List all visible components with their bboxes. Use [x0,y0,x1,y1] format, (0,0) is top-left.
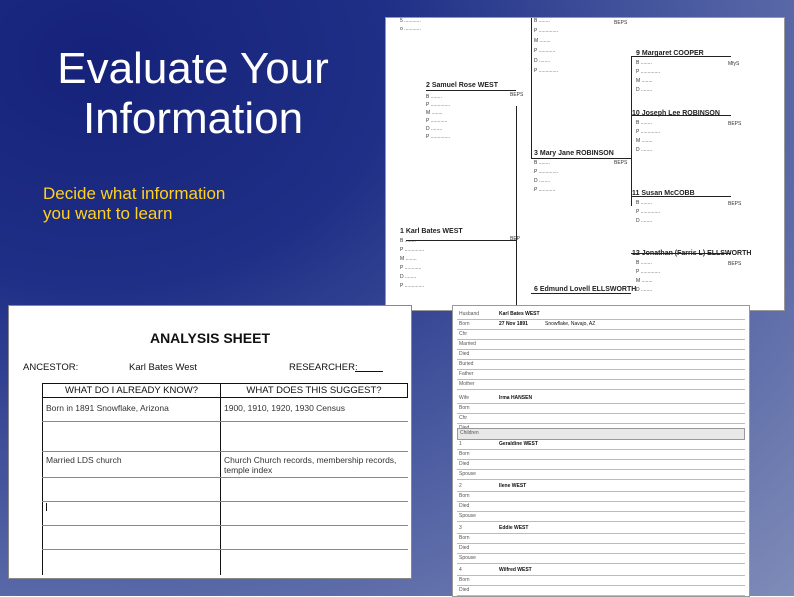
ped-code: BEPS [614,160,628,166]
text-cursor [46,503,47,511]
ped-code: BEPS [728,121,742,127]
ancestor-value: Karl Bates West [129,362,197,373]
ped-num-6: 6 [534,286,538,293]
ped-name-10: Joseph Lee ROBINSON [641,110,720,117]
ped-name-6: Edmund Lovell ELLSWORTH [539,286,637,293]
ped-name-11: Susan McCOBB [641,190,695,197]
family-group-sheet-image: Husband Karl Bates WEST Born 27 Nov 1891 Snowflake, Navajo, AZ Chr Married Died Buried Father Mother Wife Irma HANSEN Born Chr Children 1 Geraldine WEST Born Died Spouse 2 Ilene WEST Born Died Spouse 3 Eddie WEST Born Died Spouse 4 Wilfred WEST Born Died [452,305,750,597]
ped-code: BEPS [728,261,742,267]
row-suggest: Church Church records, membership records, temple index [224,455,397,475]
row-know: Married LDS church [46,455,122,465]
ped-num-11: 11 [632,190,640,197]
fgs-child-name: Ilene WEST [499,483,527,489]
pedigree-chart-image: 5 ............ o ............ 2 Samuel Rose WEST 3 Mary Jane ROBINSON 1 Karl Bates WEST 6 Edmund Lovell ELLSWORTH 9 Margaret COOPER 10 Joseph Lee ROBINSON 11 Susan McCOBB 12 Jonathan (Farris L) ELLSWORTH BEPS BEPS BEPS BEP MfyS BEPS BEPS BEPS B ........ P .............. M ........ P ............ D ........ P .............. B ........ P .............. M ........ P ............ D ........ P .............. B ........ P .............. D ........ P ............ B ........ P .............. M ........ P ............ D ........ P .............. B ........ P .............. M ........ D ........ B ........ P .............. M ........ D ........ B ........ P .............. D ........ B ........ P .............. M ........ D ........ [385,17,785,311]
ped-num-1: 1 [400,228,404,235]
slide-subtitle-line2: you want to learn [43,204,173,223]
col1-header: WHAT DO I ALREADY KNOW? [42,383,221,398]
ped-code: BEPS [614,20,628,26]
fgs-wife: Irma HANSEN [499,395,533,401]
fgs-child-num: 2 [459,483,462,489]
analysis-title: ANALYSIS SHEET [149,330,271,346]
ped-num-2: 2 [426,82,430,89]
row-suggest: 1900, 1910, 1920, 1930 Census [224,403,345,413]
ped-name-9: Margaret COOPER [641,50,704,57]
fgs-born: 27 Nov 1891 [499,321,528,327]
researcher-blank-line [355,371,383,372]
ped-code: BEP [510,236,521,242]
fgs-children-label: Children [460,430,479,436]
fgs-child-name: Geraldine WEST [499,441,538,447]
slide-title-line2: Information [82,94,304,143]
fgs-child-num: 4 [459,567,462,573]
ancestor-label: ANCESTOR: [23,362,79,373]
slide-subtitle-line1: Decide what information [43,184,226,203]
ped-name-2: Samuel Rose WEST [431,82,498,89]
slide-title [28,44,358,144]
fgs-wife-label: Wife [459,395,469,401]
ped-num-12: 12 [632,250,640,257]
ped-code: BEPS [728,201,742,207]
fgs-born-place: Snowflake, Navajo, AZ [545,321,596,327]
ped-num-9: 9 [636,50,640,57]
slide-subtitle [43,184,303,224]
ped-name-1: Karl Bates WEST [405,228,463,235]
fgs-child-num: 3 [459,525,462,531]
ped-num-10: 10 [632,110,640,117]
fgs-child-name: Wilfred WEST [499,567,532,573]
slide-title-line1: Evaluate Your [57,44,329,93]
ped-num-3: 3 [534,150,538,157]
ped-code: MfyS [728,61,740,67]
analysis-sheet [8,305,412,579]
analysis-table [42,383,408,575]
fgs-husband-label: Husband [459,311,480,317]
ped-code: BEPS [510,92,524,98]
fgs-child-name: Eddie WEST [499,525,529,531]
ped-name-3: Mary Jane ROBINSON [539,150,614,157]
row-know: Born in 1891 Snowflake, Arizona [46,403,169,413]
col2-header: WHAT DOES THIS SUGGEST? [220,383,408,398]
fgs-child-num: 1 [459,441,462,447]
researcher-label: RESEARCHER: [289,362,358,373]
ped-name-12: Jonathan (Farris L) ELLSWORTH [641,250,752,257]
fgs-husband: Karl Bates WEST [499,311,540,317]
